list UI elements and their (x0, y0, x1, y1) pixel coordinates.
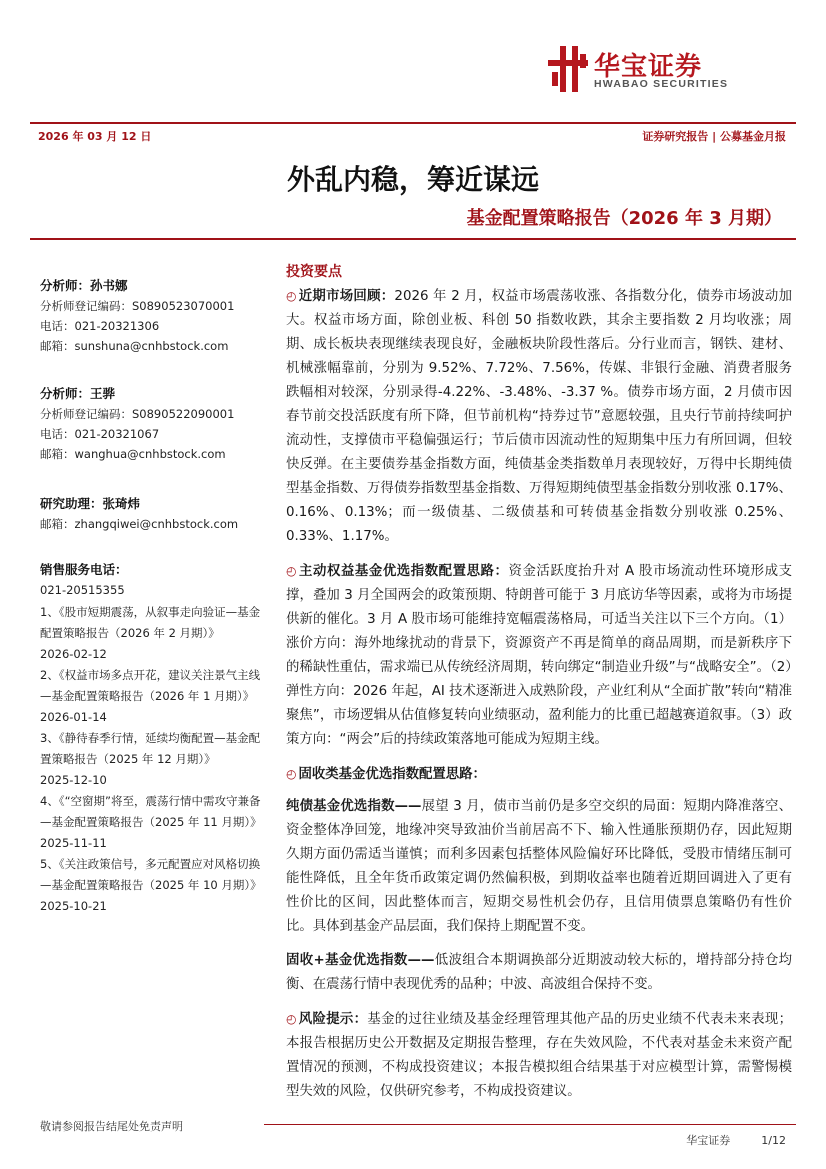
analyst-reg: 分析师登记编码：S0890522090001 (40, 407, 235, 421)
analyst-email[interactable]: 邮箱：sunshuna@cnhbstock.com (40, 339, 229, 353)
related-report-item[interactable]: 3、《静待春季行情，延续均衡配置—基金配置策略报告（2025 年 12 月期）》 2025-12-10 (40, 731, 261, 787)
bullet-icon: ◴ (286, 1012, 297, 1026)
assistant-email[interactable]: 邮箱：zhangqiwei@cnhbstock.com (40, 517, 239, 531)
report-date: 2026 年 03 月 12 日 (38, 130, 152, 143)
report-type: 证券研究报告 | 公募基金月报 (642, 130, 786, 143)
brand-name-cn: 华宝证券 (594, 52, 703, 82)
section-market-review: ◴ 近期市场回顾：2026 年 2 月，权益市场震荡收涨、各指数分化，债券市场波动加大。权益市场方面，除创业板、科创 50 指数收跌，其余主要指数 2 月均收涨；周期、成长板块表现继续表现良好，金融板块阶段性落后。分行业而言，钢铁、建材、机械涨幅靠前，分别为 9.52%、7.72%、7.56%，传媒、非银行金融、消费者服务跌幅相对较深，分别录得-4.22%、-3.48%、-3.37 %。债券市场方面，2 月债市因春节前交投活跃度有所下降，但节前机构“持券过节”意愿较强，且央行节前持续呵护流动性，支撑债市平稳偏强运行；节后债市因流动性的短期集中压力有所回调，但较快反弹。在主要债券基金指数方面，纯债基金类指数单月表现较好，万得中长期纯债型基金指数、万得债券指数型基金指数、万得短期纯债型基金指数分别收涨 0.17%、0.16%、0.13%；而一级债基、二级债基和可转债基金指数分别收涨 0.25%、0.33%、1.17%。 (286, 289, 792, 544)
sales-title: 销售服务电话： (40, 562, 128, 577)
analyst-name: 分析师：王骅 (40, 386, 116, 401)
section-risk: ◴ 风险提示：基金的过往业绩及基金经理管理其他产品的历史业绩不代表未来表现；本报告根据历史公开数据及定期报告整理，存在失效风险，不代表对基金未来资产配置情况的预测，不构成投资建议；本报告模拟组合结果基于对应模型计算，需警惕模型失效的风险，仅供研究参考，不构成投资建议。 (286, 1012, 793, 1099)
section-equity: ◴ 主动权益基金优选指数配置思路：资金活跃度抬升对 A 股市场流动性环境形成支撑，叠加 3 月全国两会的政策预期、特朗普可能于 3 月底访华等因素，或将为市场提供新的催化。3 月 A 股市场可能维持宽幅震荡格局，可适当关注以下三个方向。（1）涨价方向：海外地缘扰动的背景下，资源资产不再是简单的商品周期，而是新秩序下的稀缺性重估，需求端已从传统经济周期，转向绑定“制造业升级”与“战略安全”。（2）弹性方向：2026 年起，AI 技术逐渐进入成熟阶段，产业红利从“全面扩散”转向“精准聚焦”，市场逻辑从估值修复转向业绩驱动，盈利能力的比重已超越赛道叙事。（3）政策方向：“两会”后的持续政策落地可能成为短期主线。 (286, 564, 793, 747)
page-number: 1/12 (761, 1134, 786, 1147)
analyst-phone: 电话：021-20321067 (40, 427, 160, 441)
related-reports (40, 602, 262, 917)
assistant-name: 研究助理：张琦炜 (40, 496, 141, 511)
footer-page-info (686, 1132, 786, 1148)
footer-company: 华宝证券 (686, 1134, 731, 1147)
sales-phone: 021-20515355 (40, 583, 125, 597)
report-subtitle: 基金配置策略报告（2026 年 3 月期） (466, 208, 782, 229)
analyst-name: 分析师：孙书娜 (40, 278, 128, 293)
key-points (286, 260, 792, 1104)
bullet-icon: ◴ (286, 289, 297, 303)
brand-logo (546, 44, 782, 96)
footer-divider (264, 1124, 796, 1125)
bullet-icon: ◴ (286, 767, 297, 781)
key-points-title: 投资要点 (286, 264, 342, 280)
related-report-item[interactable]: 1、《股市短期震荡，从叙事走向验证—基金配置策略报告（2026 年 2 月期）》 2026-02-12 (40, 605, 261, 661)
title-divider (30, 238, 796, 240)
analyst-reg: 分析师登记编码：S0890523070001 (40, 299, 235, 313)
sales-service (40, 560, 262, 600)
section-fixed-income: ◴ 固收类基金优选指数配置思路： (286, 767, 486, 782)
analyst-email[interactable]: 邮箱：wanghua@cnhbstock.com (40, 447, 226, 461)
research-assistant (40, 494, 262, 534)
related-report-item[interactable]: 5、《关注政策信号，多元配置应对风格切换—基金配置策略报告（2025 年 10 月期）》 2025-10-21 (40, 857, 262, 913)
footer-disclaimer[interactable]: 敬请参阅报告结尾处免责声明 (40, 1120, 183, 1133)
analyst-1 (40, 276, 262, 356)
brand-name-en: HWABAO SECURITIES (594, 78, 729, 90)
section-pure-bond: 纯债基金优选指数——展望 3 月，债市当前仍是多空交织的局面：短期内降准落空、资金整体净回笼，地缘冲突导致油价当前居高不下、输入性通胀预期仍存，因此短期久期方面仍需适当谨慎；而利多因素包括整体风险偏好环比降低，受股市情绪压制可能性降低，且全年货币政策定调仍然偏积极，到期收益率也随着近期回调进入了更有性价比的区间，因此整体而言，短期交易性机会仍存，且信用债票息策略仍有性价比。具体到基金产品层面，我们保持上期配置不变。 (286, 799, 793, 934)
brand-mark-icon (546, 44, 590, 94)
analyst-phone: 电话：021-20321306 (40, 319, 160, 333)
bullet-icon: ◴ (286, 564, 297, 578)
related-report-item[interactable]: 4、《“空窗期”将至，震荡行情中需攻守兼备—基金配置策略报告（2025 年 11 月期）》 2025-11-11 (40, 794, 262, 850)
related-report-item[interactable]: 2、《权益市场多点开花，建议关注景气主线—基金配置策略报告（2026 年 1 月期）》 2026-01-14 (40, 668, 261, 724)
analyst-2 (40, 384, 262, 464)
report-title: 外乱内稳，筹近谋远 (286, 163, 539, 196)
section-fixed-income-plus: 固收+基金优选指数——低波组合本期调换部分近期波动较大标的，增持部分持仓均衡、在震荡行情中表现优秀的品种；中波、高波组合保持不变。 (286, 953, 792, 992)
